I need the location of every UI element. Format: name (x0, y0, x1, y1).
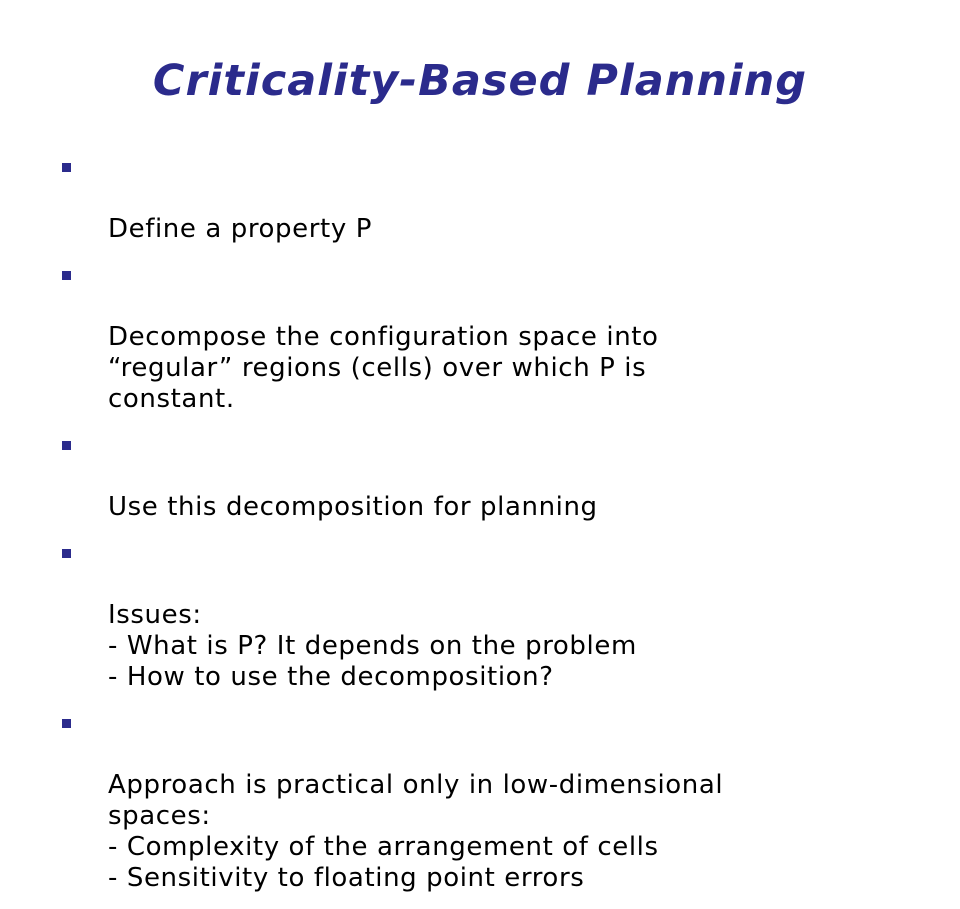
square-bullet-icon (62, 719, 71, 728)
square-bullet-icon (62, 163, 71, 172)
bullet-text: Issues: - What is P? It depends on the problem - How to use the decomposition? (108, 600, 637, 692)
bullet-text: Decompose the configuration space into “regular” regions (cells) over which P is constant. (108, 322, 659, 414)
bullet-text: Approach is practical only in low-dimensional spaces: - Complexity of the arrangement of cells - Sensitivity to floating point errors (108, 770, 724, 893)
bullet-text: Define a property P (108, 214, 372, 244)
bullet-item (62, 152, 922, 245)
bullet-text: Use this decomposition for planning (108, 492, 598, 522)
square-bullet-icon (62, 549, 71, 558)
bullet-item (62, 708, 922, 894)
bullet-item (62, 430, 922, 523)
square-bullet-icon (62, 441, 71, 450)
slide-title: Criticality-Based Planning (152, 56, 808, 106)
bullet-list (62, 152, 922, 909)
square-bullet-icon (62, 271, 71, 280)
bullet-item (62, 538, 922, 693)
bullet-item (62, 260, 922, 415)
